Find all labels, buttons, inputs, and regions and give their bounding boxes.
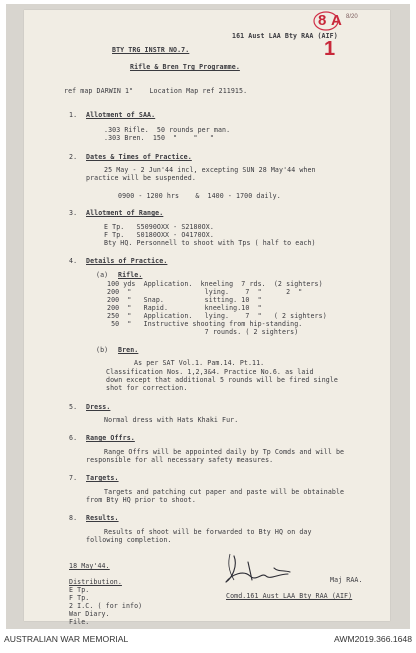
rifle-practice-line: 250 " Application. lying. 7 " ( 2 sighters) [107,312,327,320]
distribution-item: E Tp. [69,586,90,594]
distribution-item: F Tp. [69,594,90,602]
folio-mark-1: 1 [324,38,336,60]
section-line: Bty HQ. Personnell to shoot with Tps ( half to each) [104,239,316,247]
section-title: Targets. [86,474,119,482]
order-title: BTY TRG INSTR NO.7. [112,46,190,54]
distribution-item: File. [69,618,90,626]
bren-practice-line: shot for correction. [106,384,188,392]
section-title: Details of Practice. [86,257,168,265]
order-subtitle: Rifle & Bren Trg Programme. [130,63,240,71]
section-number: 7. [69,474,78,482]
section-line: Range Offrs will be appointed daily by Tp Comds and will be [104,448,345,456]
section-line: 25 May - 2 Jun'44 incl, excepting SUN 28 May'44 when [104,166,316,174]
unit-header: 161 Aust LAA Bty RAA (AIF) [232,32,338,40]
rifle-practice-line: 100 yds Application. kneeling 7 rds. (2 sighters) [107,280,323,288]
footer-institution: AUSTRALIAN WAR MEMORIAL [4,634,129,644]
folio-sub: 8/20 [346,14,358,20]
rifle-practice-line: 200 " Rapid. kneeling.10 " [107,304,262,312]
section-line: Normal dress with Hats Khaki Fur. [104,416,239,424]
rifle-practice-line: 200 " lying. 7 " 2 " [107,288,303,296]
section-line: following completion. [86,536,172,544]
handwritten-signature [204,552,334,588]
section-title: Dress. [86,403,111,411]
section-line: F Tp. S0180OXX - O4170OX. [104,231,214,239]
section-number: 6. [69,434,78,442]
section-line: E Tp. S5090OXX - S2180OX. [104,223,214,231]
subsection-label: (b) [96,346,109,354]
distribution-title: Distribution. [69,578,122,586]
section-line: Results of shoot will be forwarded to Bty HQ on day [104,528,312,536]
section-title: Range Offrs. [86,434,135,442]
footer-accession-number: AWM2019.366.1648 [333,634,412,644]
section-line: .303 Bren. 150 " " " [104,134,214,142]
rifle-practice-line: 7 rounds. ( 2 sighters) [107,328,299,336]
rifle-practice-line: 200 " Snap. sitting. 10 " [107,296,262,304]
rifle-practice-line: 50 " Instructive shooting from hip-standing. [107,320,303,328]
map-reference: ref map DARWIN 1" Location Map ref 211915. [64,87,248,95]
section-number: 8. [69,514,78,522]
section-number: 1. [69,111,78,119]
section-line: 0900 - 1200 hrs & 1400 - 1700 daily. [118,192,281,200]
signature-rank: Maj RAA. [330,576,363,584]
section-title: Allotment of SAA. [86,111,156,119]
section-title: Results. [86,514,119,522]
subsection-title: Bren. [118,346,139,354]
section-number: 4. [69,257,78,265]
issue-date: 18 May'44. [69,562,110,570]
section-number: 2. [69,153,78,161]
section-line: responsible for all necessary safety measures. [86,456,274,464]
distribution-item: War Diary. [69,610,110,618]
section-line: Targets and patching cut paper and paste will be obtainable [104,488,345,496]
folio-number: 8 [318,12,327,29]
section-line: from Bty HQ prior to shoot. [86,496,196,504]
bren-practice-line: Classification Nos. 1,2,3&4. Practice No.6. as laid [106,368,314,376]
section-line: practice will be suspended. [86,174,196,182]
subsection-title: Rifle. [118,271,143,279]
bren-practice-line: down except that additional 5 rounds will be fired single [106,376,338,384]
bren-practice-line: As per SAT Vol.1. Pam.14. Pt.11. [134,359,265,367]
folio-circle-mark [312,10,340,32]
section-number: 3. [69,209,78,217]
section-title: Allotment of Range. [86,209,164,217]
subsection-label: (a) [96,271,109,279]
section-line: .303 Rifle. 50 rounds per man. [104,126,231,134]
signature-title: Comd.161 Aust LAA Bty RAA (AIF) [226,592,353,600]
folio-letter: A [331,12,342,29]
distribution-item: 2 I.C. ( for info) [69,602,143,610]
section-title: Dates & Times of Practice. [86,153,192,161]
section-number: 5. [69,403,78,411]
